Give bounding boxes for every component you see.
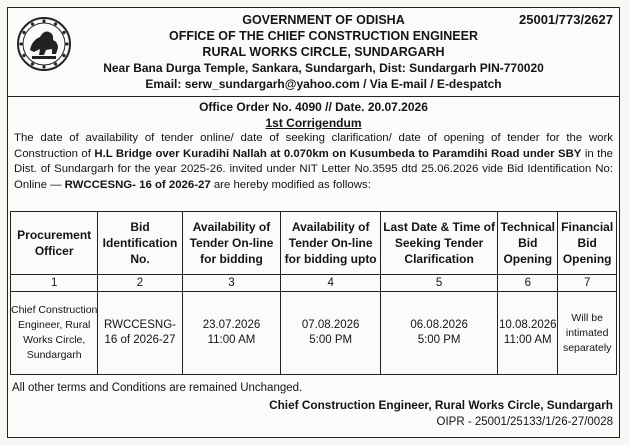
header-office: OFFICE OF THE CHIEF CONSTRUCTION ENGINEER <box>168 29 479 43</box>
office-order: Office Order No. 4090 // Date. 20.07.2026 <box>199 100 428 114</box>
technical-date: 10.08.2026 <box>499 319 557 331</box>
table-number-row <box>11 275 617 292</box>
signature-block: Chief Construction Engineer, Rural Works Circle, Sundargarh <box>269 398 613 412</box>
column-number: 5 <box>381 275 498 292</box>
corrigendum-title: 1st Corrigendum <box>265 116 362 130</box>
column-number: 1 <box>11 275 98 292</box>
availability-time: 11:00 AM <box>207 334 256 346</box>
header-government: GOVERNMENT OF ODISHA <box>242 13 405 27</box>
header-address: Near Bana Durga Temple, Sankara, Sundargarh, Dist: Sundargarh PIN-770020 <box>103 61 544 75</box>
body-text-3: are hereby modified as follows: <box>210 178 371 191</box>
header-procurement-officer: Procurement Officer <box>11 212 98 275</box>
terms-note: All other terms and Conditions are remained Unchanged. <box>12 382 303 394</box>
table-header-row <box>11 212 617 275</box>
column-number: 3 <box>182 275 281 292</box>
column-number: 4 <box>281 275 381 292</box>
column-number: 7 <box>558 275 617 292</box>
upto-date: 07.08.2026 <box>301 319 360 331</box>
cell-clarification <box>381 292 498 375</box>
column-number: 2 <box>98 275 182 292</box>
header-financial-opening: Financial Bid Opening <box>558 212 617 275</box>
column-number: 6 <box>498 275 558 292</box>
reference-number: 25001/773/2627 <box>519 12 613 27</box>
upto-time: 5:00 PM <box>309 334 353 346</box>
bid-reference: RWCCESNG- 16 of 2026-27 <box>64 178 211 191</box>
cell-availability-upto <box>281 292 381 375</box>
cell-officer: Chief Construction Engineer, Rural Works Circle, Sundargarh <box>11 292 98 375</box>
notice-document <box>7 7 620 438</box>
work-name: H.L Bridge over Kuradihi Nallah at 0.070km on Kusumbeda to Paramdihi Road under SBY <box>94 147 582 160</box>
header-bid-identification: Bid Identification No. <box>98 212 182 275</box>
header-clarification-date: Last Date & Time of Seeking Tender Clarification <box>381 212 498 275</box>
body-text-1: The date of availability of tender online/ date of seeking clarification/ date of opening of tender for the work Construction of <box>14 132 613 160</box>
table-row <box>11 292 617 375</box>
body-text-2: in the Dist. of Sundargarh for the year 2025-26. invited under NIT Letter No.3595 dtd 25.06.2026 vide Bid Identification No: Online — <box>14 147 613 191</box>
cell-technical-opening <box>498 292 558 375</box>
corrigendum-body <box>14 131 613 193</box>
header-email: Email: serw_sundargarh@yahoo.com / Via E-mail / E-despatch <box>145 77 502 91</box>
header-availability-online: Availability of Tender On-line for bidding <box>182 212 281 275</box>
cell-availability <box>182 292 281 375</box>
technical-time: 11:00 AM <box>503 334 552 346</box>
cell-financial-opening: Will be intimated separately <box>558 292 617 375</box>
header-circle: RURAL WORKS CIRCLE, SUNDARGARH <box>202 45 445 59</box>
clarification-time: 5:00 PM <box>417 334 461 346</box>
availability-date: 23.07.2026 <box>202 319 261 331</box>
header-availability-upto: Availability of Tender On-line for bidding upto <box>281 212 381 275</box>
oipr-number: OIPR - 25001/25133/1/26-27/0028 <box>436 416 613 428</box>
cell-bid-id: RWCCESNG- 16 of 2026-27 <box>98 292 182 375</box>
tender-schedule-table <box>10 211 617 375</box>
header-divider <box>8 96 619 97</box>
header-technical-opening: Technical Bid Opening <box>498 212 558 275</box>
clarification-date: 06.08.2026 <box>410 319 468 331</box>
